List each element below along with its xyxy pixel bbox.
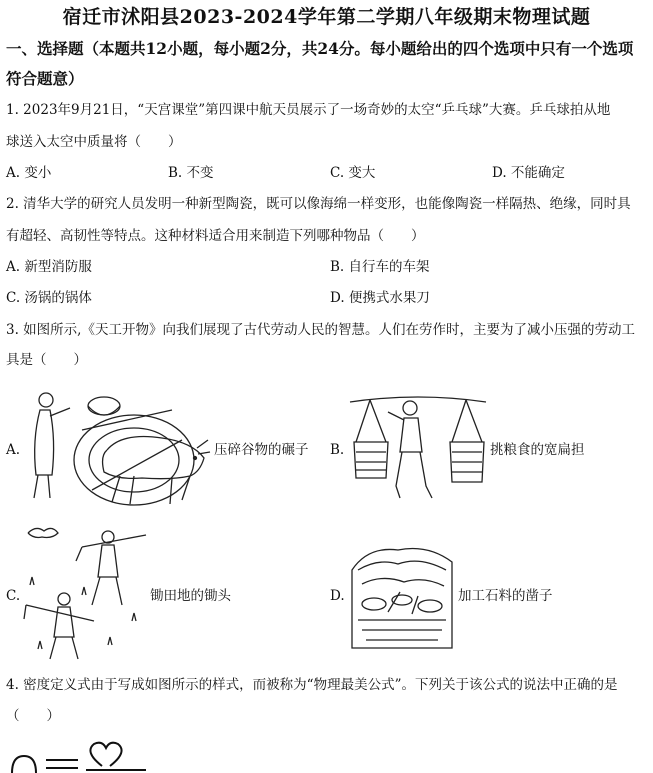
- q1-option-d[interactable]: D. 不能确定: [492, 165, 565, 181]
- q1-option-c[interactable]: C. 变大: [330, 165, 376, 181]
- q3-option-a-caption[interactable]: 压碎谷物的碾子: [214, 442, 309, 458]
- q2-stem-line1: 2. 清华大学的研究人员发明一种新型陶瓷，既可以像海绵一样变形，也能像陶瓷一样隔热、绝缘，同时具: [6, 196, 631, 212]
- q3-option-c-letter[interactable]: C.: [6, 588, 21, 604]
- section-heading-line1: 一、选择题（本题共12小题，每小题2分，共24分。每小题给出的四个选项中只有一个选项: [6, 39, 634, 58]
- q1-option-a[interactable]: A. 变小: [6, 165, 52, 181]
- q4-stem-line2: （ ）: [6, 708, 60, 724]
- q2-option-d[interactable]: D. 便携式水果刀: [330, 290, 430, 306]
- q4-stem-line1: 4. 密度定义式由于写成如图所示的样式，而被称为“物理最美公式”。下列关于该公式的说法中正确的是: [6, 677, 618, 693]
- q2-option-c[interactable]: C. 汤锅的锅体: [6, 290, 92, 306]
- q3-stem-line1: 3. 如图所示,《天工开物》向我们展现了古代劳动人民的智慧。人们在劳作时，主要为了减小压强的劳动工: [6, 322, 635, 338]
- q2-stem-line2: 有超轻、高韧性等特点。这种材料适合用来制造下列哪种物品（ ）: [6, 228, 425, 244]
- section-heading-line2: 符合题意）: [6, 69, 84, 88]
- q1-stem-line2: 球送入太空中质量将（ ）: [6, 134, 182, 150]
- q2-option-a[interactable]: A. 新型消防服: [6, 259, 92, 275]
- q1-stem-line1: 1. 2023年9月21日，“天宫课堂”第四课中航天员展示了一场奇妙的太空“乒乓球”大赛。乒乓球拍从地: [6, 102, 611, 118]
- q2-option-b[interactable]: B. 自行车的车架: [330, 259, 430, 275]
- q3-option-d-caption[interactable]: 加工石料的凿子: [458, 588, 553, 604]
- q3-option-b-letter[interactable]: B.: [330, 442, 345, 458]
- hoeing-field-illustration: [22, 525, 152, 665]
- stone-chisel-illustration: [348, 540, 456, 652]
- q3-option-d-letter[interactable]: D.: [330, 588, 345, 604]
- q3-option-c-caption[interactable]: 锄田地的锄头: [150, 588, 231, 604]
- q3-option-a-letter[interactable]: A.: [6, 442, 21, 458]
- page-title: 宿迁市沭阳县2023-2024学年第二学期八年级期末物理试题: [62, 6, 591, 28]
- q3-option-b-caption[interactable]: 挑粮食的宽扁担: [490, 442, 585, 458]
- ox-roller-illustration: [22, 380, 212, 515]
- density-formula-figure: [6, 738, 156, 773]
- q1-option-b[interactable]: B. 不变: [168, 165, 214, 181]
- q3-stem-line2: 具是（ ）: [6, 352, 87, 368]
- carrying-pole-illustration: [348, 390, 488, 505]
